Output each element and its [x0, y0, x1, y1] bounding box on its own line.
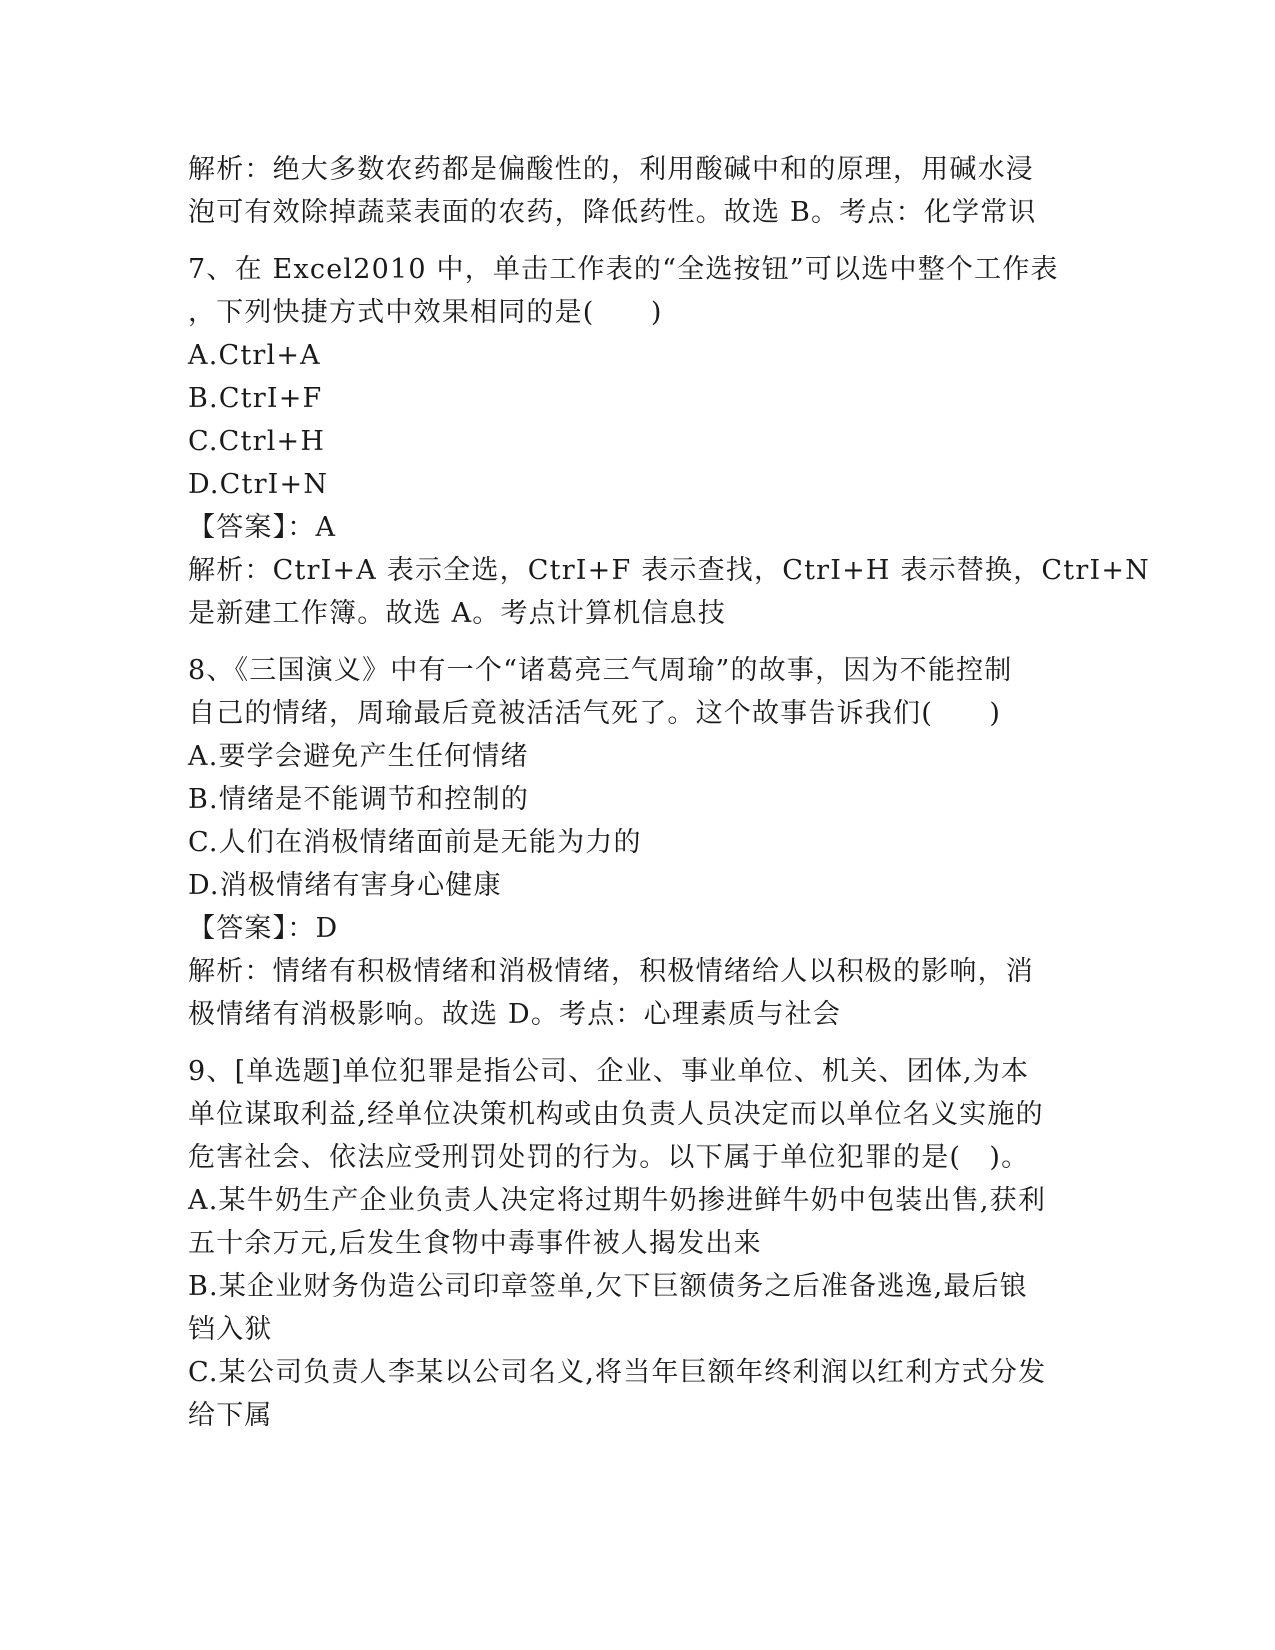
question-6-analysis [188, 148, 1088, 234]
option-c-continued: 给下属 [188, 1400, 273, 1431]
question-stem-line: 8、《三国演义》中有一个“诸葛亮三气周瑜”的故事，因为不能控制 [188, 655, 1013, 686]
question-stem-line: 危害社会、依法应受刑罚处罚的行为。以下属于单位犯罪的是( )。 [188, 1142, 1030, 1173]
option-a: A.要学会避免产生任何情绪 [188, 741, 529, 772]
page-content [188, 148, 1150, 1437]
question-9 [188, 1050, 1088, 1437]
option-d: D.消极情绪有害身心健康 [188, 870, 502, 901]
analysis-line: 解析：绝大多数农药都是偏酸性的，利用酸碱中和的原理，用碱水浸 [188, 154, 1034, 185]
option-b: B.某企业财务伪造公司印章签单,欠下巨额债务之后准备逃逸,最后锒 [188, 1271, 1028, 1302]
question-stem-line: 7、在 Excel2010 中，单击工作表的“全选按钮”可以选中整个工作表 [188, 254, 1059, 285]
question-7 [188, 248, 1150, 635]
option-a-continued: 五十余万元,后发生食物中毒事件被人揭发出来 [188, 1228, 762, 1259]
option-c: C.人们在消极情绪面前是无能为力的 [188, 827, 642, 858]
analysis-line: 极情绪有消极影响。故选 D。考点：心理素质与社会 [188, 999, 842, 1030]
option-d: D.CtrI+N [188, 469, 329, 500]
option-c: C.Ctrl+H [188, 426, 326, 457]
question-stem-line: ，下列快捷方式中效果相同的是( ) [188, 297, 663, 328]
question-stem-line: 自己的情绪，周瑜最后竟被活活气死了。这个故事告诉我们( ) [188, 698, 1002, 729]
question-stem-line: 9、[单选题]单位犯罪是指公司、企业、事业单位、机关、团体,为本 [188, 1056, 1030, 1087]
option-b: B.情绪是不能调节和控制的 [188, 784, 530, 815]
option-a: A.Ctrl+A [188, 340, 321, 371]
answer-line: 【答案】：D [188, 913, 339, 944]
option-c: C.某公司负责人李某以公司名义,将当年巨额年终利润以红利方式分发 [188, 1357, 1047, 1388]
analysis-line: 泡可有效除掉蔬菜表面的农药，降低药性。故选 B。考点：化学常识 [188, 197, 1037, 228]
question-8 [188, 649, 1088, 1036]
question-stem-line: 单位谋取利益,经单位决策机构或由负责人员决定而以单位名义实施的 [188, 1099, 1044, 1130]
answer-line: 【答案】：A [188, 512, 337, 543]
option-b: B.CtrI+F [188, 383, 323, 414]
analysis-line: 解析：CtrI+A 表示全选，CtrI+F 表示查找，CtrI+H 表示替换，CtrI+N [188, 555, 1150, 586]
option-a: A.某牛奶生产企业负责人决定将过期牛奶掺进鲜牛奶中包装出售,获利 [188, 1185, 1047, 1216]
analysis-line: 解析：情绪有积极情绪和消极情绪，积极情绪给人以积极的影响，消 [188, 956, 1034, 987]
option-b-continued: 铛入狱 [188, 1314, 273, 1345]
analysis-line: 是新建工作簿。故选 A。考点计算机信息技 [188, 598, 727, 629]
